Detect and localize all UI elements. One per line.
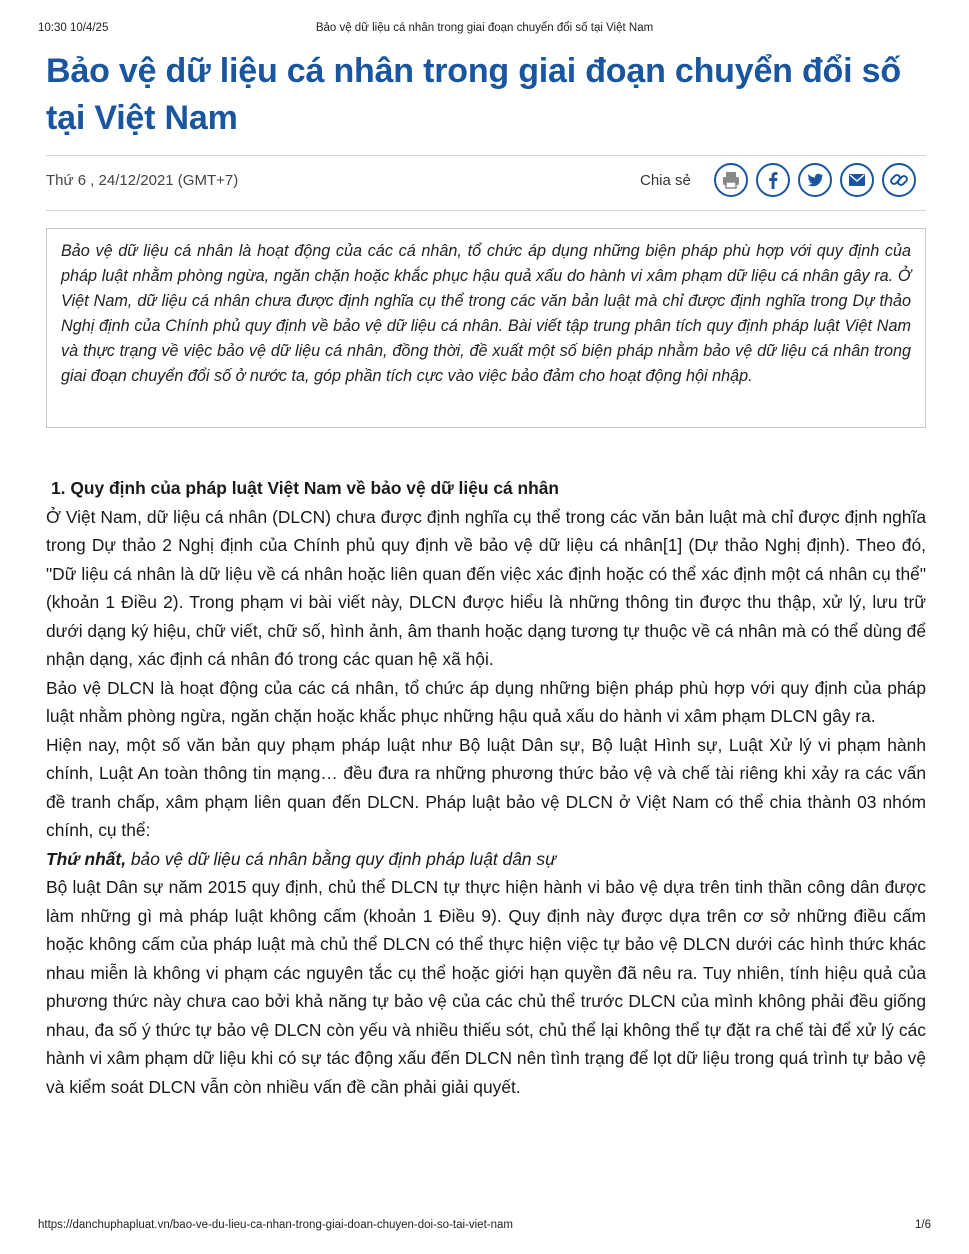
paragraph: Hiện nay, một số văn bản quy phạm pháp luật như Bộ luật Dân sự, Bộ luật Hình sự, Luật Xử lý vi phạm hành chính, Luật An toàn thông tin mạng… đều đưa ra những phương thức bảo vệ và chế tài riêng khi xảy ra các vấn đề tranh chấp, xâm phạm liên quan đến DLCN. Pháp luật bảo vệ DLCN ở Việt Nam có thể chia thành 03 nhóm chính, cụ thể:: [46, 734, 926, 840]
page-url: https://danchuphapluat.vn/bao-ve-du-lieu-ca-nhan-trong-giai-doan-chuyen-doi-so-tai-viet-nam: [38, 1219, 513, 1231]
paragraph: Bộ luật Dân sự năm 2015 quy định, chủ thể DLCN tự thực hiện hành vi bảo vệ dựa trên tinh thần công dân được làm những gì mà pháp luật không cấm (khoản 1 Điều 9). Quy định này được dựa trên cơ sở những điều cấm hoặc không cấm của pháp luật mà chủ thể DLCN có thể thực hiện việc tự bảo vệ DLCN dưới các hình thức khác nhau miễn là không vi phạm các nguyên tắc cụ thể hoặc giới hạn quyền đã nêu ra. Tuy nhiên, tính hiệu quả của phương thức này chưa cao bởi khả năng tự bảo vệ của các chủ thể trước DLCN của mình không phải đều giống nhau, đa số ý thức tự bảo vệ DLCN còn yếu và nhiều thiếu sót, chủ thể lại không thể tự đặt ra chế tài để xử lý các hành vi xâm phạm dữ liệu khi có sự tác động xấu đến DLCN nên tình trạng để lọt dữ liệu trong quá trình tự bảo vệ và kiểm soát DLCN vẫn còn nhiều vấn đề cần phải giải quyết.: [46, 877, 926, 1097]
divider: [46, 210, 926, 211]
twitter-share-button[interactable]: [798, 163, 832, 197]
print-header: [38, 22, 931, 38]
print-page-title: Bảo vệ dữ liệu cá nhân trong giai đoạn chuyển đổi số tại Việt Nam: [315, 22, 654, 34]
facebook-icon: [758, 165, 788, 195]
share-label: Chia sẻ: [640, 172, 691, 189]
divider: [46, 155, 926, 156]
link-icon: [884, 165, 914, 195]
print-button[interactable]: [714, 163, 748, 197]
article-title: Bảo vệ dữ liệu cá nhân trong giai đoạn chuyển đổi số tại Việt Nam: [46, 52, 901, 137]
section-heading: 1. Quy định của pháp luật Việt Nam về bảo vệ dữ liệu cá nhân: [51, 478, 560, 498]
article-date: Thứ 6 , 24/12/2021 (GMT+7): [46, 172, 239, 189]
sub-heading-text: bảo vệ dữ liệu cá nhân bằng quy định pháp luật dân sự: [126, 848, 557, 869]
copy-link-button[interactable]: [882, 163, 916, 197]
print-datetime: 10:30 10/4/25: [38, 22, 109, 34]
paragraph: Ở Việt Nam, dữ liệu cá nhân (DLCN) chưa được định nghĩa cụ thể trong các văn bản luật mà chỉ được định nghĩa trong Dự thảo 2 Nghị định của Chính phủ quy định về bảo vệ dữ liệu cá nhân[1] (Dự thảo Nghị định). Theo đó, "Dữ liệu cá nhân là dữ liệu về cá nhân hoặc liên quan đến việc xác định hoặc có thể xác định một cá nhân cụ thể" (khoản 1 Điều 2). Trong phạm vi bài viết này, DLCN được hiểu là những thông tin được thu thập, xử lý, lưu trữ dưới dạng ký hiệu, chữ viết, chữ số, hình ảnh, âm thanh hoặc dạng tương tự thuộc về cá nhân mà có thể dùng để nhận dạng, xác định cá nhân đó trong các quan hệ xã hội.: [46, 506, 926, 669]
print-footer: [38, 1219, 931, 1235]
page-number: 1/6: [915, 1219, 931, 1231]
sub-heading: [46, 845, 926, 874]
print-icon: [716, 165, 746, 195]
article-summary: Bảo vệ dữ liệu cá nhân là hoạt động của các cá nhân, tổ chức áp dụng những biện pháp phù hợp với quy định của pháp luật nhằm phòng ngừa, ngăn chặn hoặc khắc phục hậu quả xấu do hành vi xâm phạm dữ liệu cá nhân gây ra. Ở Việt Nam, dữ liệu cá nhân chưa được định nghĩa cụ thể trong các văn bản luật mà chỉ được định nghĩa trong Dự thảo Nghị định của Chính phủ quy định về bảo vệ dữ liệu cá nhân. Bài viết tập trung phân tích quy định pháp luật Việt Nam và thực trạng về việc bảo vệ dữ liệu cá nhân, đồng thời, đề xuất một số biện pháp nhằm bảo vệ dữ liệu cá nhân trong giai đoạn chuyển đổi số ở nước ta, góp phần tích cực vào việc bảo đảm cho hoạt động hội nhập.: [46, 228, 926, 428]
article-body: [46, 474, 926, 1101]
sub-heading-lead: Thứ nhất,: [46, 848, 127, 869]
email-share-button[interactable]: [840, 163, 874, 197]
twitter-icon: [800, 165, 830, 195]
paragraph: Bảo vệ DLCN là hoạt động của các cá nhân, tổ chức áp dụng những biện pháp phù hợp với quy định của pháp luật nhằm phòng ngừa, ngăn chặn hoặc khắc phục những hậu quả xấu do hành vi xâm phạm DLCN gây ra.: [46, 677, 926, 726]
email-icon: [842, 165, 872, 195]
facebook-share-button[interactable]: [756, 163, 790, 197]
